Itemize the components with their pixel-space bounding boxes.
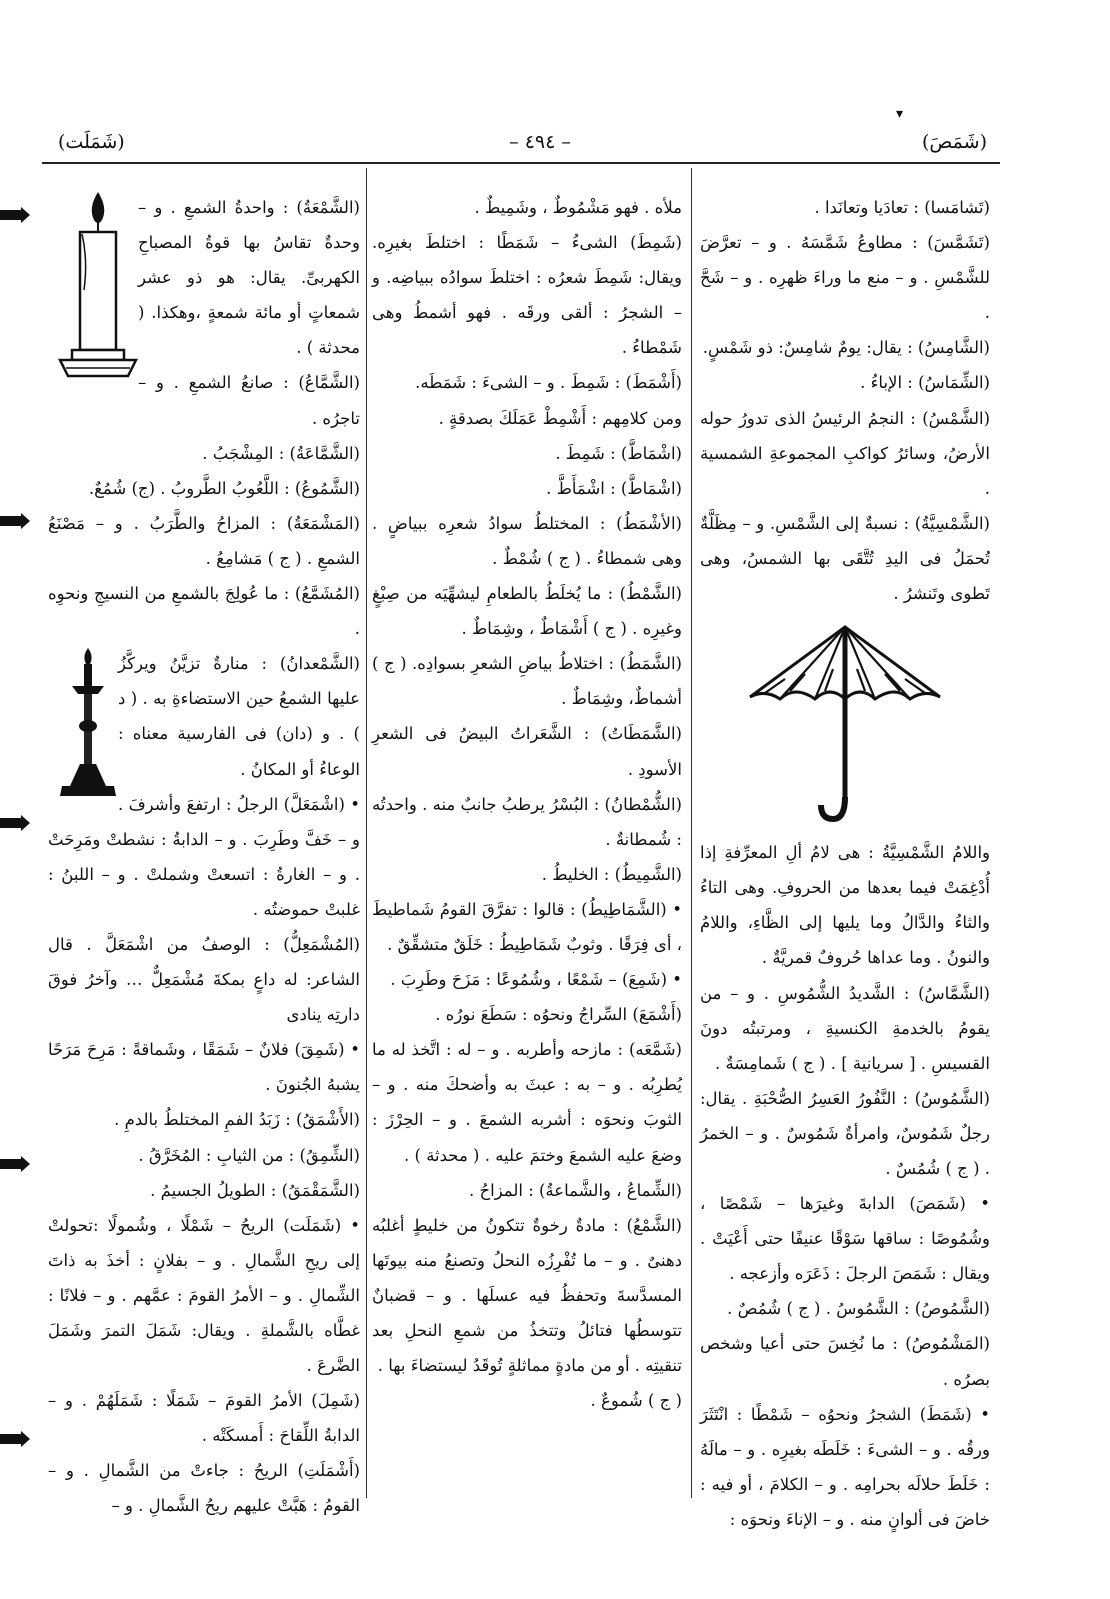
entry: (الأشْمَطُ) : المختلطُ سوادُ شعرِه ببياضٍ . وهى شمطاءُ . ( ج ) شُمْطٌ . <box>372 513 682 568</box>
entry: • (شَمَصَ) الدابةَ وغيرَها – شَمْصًا ، وشُمُوصًا : ساقها سَوْقًا عنيفًا حتى أَعْيَتْ . ويقال : شَمَصَ الرجلَ : ذَعَرَه وأزعجه . <box>700 1194 990 1284</box>
entry: • (شَمَطَ) الشجرُ ونحوُه – شَمْطًا : انْتَثَرَ ورقُه . و – الشىءَ : خَلَطَه بغيرِه . و – مالَهُ : خَلَطَ حلالَه بحرامِه . و – الكلامَ ، أو فيه : خاضَ فى ألوانٍ منه . و – الإناءَ ونحوَه : <box>700 1404 990 1529</box>
margin-arrow-icon <box>0 516 22 526</box>
entry: • (الشَّمَاطِيطُ) : قالوا : تفرَّقَ القومُ شَماطيطَ ، أى فِرَقًا . وثوبٌ شَمَاطِيطُ : خَلَقٌ متشقِّقٌ . <box>372 899 682 954</box>
entry: (شَمِطَ) الشىءُ – شَمَطًا : اختلطَ بغيرِه. ويقال: شَمِطَ شعرُه : اختلطَ سوادُه ببياضِه. و – الشجرُ : ألقى ورقَه . فهو أشمطُ وهى شَمْطاءُ . <box>372 233 682 358</box>
entry: (الشَّمُوعُ) : اللَّعُوبُ الطَّروبُ . (ج) شُمُعٌ. <box>88 478 360 498</box>
entry: (الشِّمَاسُ) : الإباءُ . <box>860 373 990 393</box>
entry: (الشَّمَّاعُ) : صانعُ الشمعِ . و – تاجرُه . <box>138 373 360 428</box>
header-left-word: (شَمَلَت) <box>58 131 125 153</box>
candlestick-illustration <box>58 646 118 806</box>
entry: واللامُ الشَّمْسِيَّةُ : هى لامُ ألِ المعرِّفةِ إذا أُدْغِمَتْ فيما بعدها من الحروفِ. وهى التاءُ والثاءُ والدَّالُ وما يليها إلى الظَّاءِ، واللامُ والنونُ . وما عداها حُروفٌ قمريَّةٌ . <box>700 843 990 968</box>
entry: • (شَمِعَ) – شَمْعًا ، وشُمُوعًا : مَزَحَ وطَرِبَ . <box>390 970 682 990</box>
entry: (الشَّمْطُ) : ما يُخلَطُ بالطعامِ ليشهِّيَه من صِبْغٍ وغيرِه . ( ج ) أَشْمَاطٌ ، وشِمَاطٌ . <box>372 584 682 639</box>
entry: (شَمَّعَه) : مازحه وأطربه . و – له : اتَّخذ له ما يُطرِبُه . و – به : عبثَ به وأضحكَ منه . و – الثوبَ ونحوَه : أشربه الشمعَ . و – الحِرْزَ : وضعَ عليه الشمعَ وختمَ عليه . ( محدثة ) . <box>372 1040 682 1165</box>
column-left <box>48 190 360 1516</box>
header-right-word: (شَمَصَ) <box>921 131 987 153</box>
entry: (الشِّمِقُ) : من الثيابِ : المُخَرَّقُ . <box>138 1145 360 1165</box>
entry: (أَشْمَطَ) : شَمِطَ . و – الشىءَ : شَمَطَه. <box>415 373 682 393</box>
entry: (الشَّمِيطُ) : الخليطُ . <box>541 864 682 884</box>
margin-arrow-icon <box>0 1159 22 1169</box>
entry: ومن كلامِهم : أَشْمِطْ عَمَلَكَ بصدقةٍ . <box>438 408 682 428</box>
margin-arrow-icon <box>0 818 22 828</box>
entry: (المَشْمُوصُ) : ما نُخِسَ حتى أعيا وشخص بصرُه . <box>700 1334 990 1389</box>
page-number: – ٤٩٤ – <box>509 131 571 153</box>
entry: (الشَّمْسِيَّةُ) : نسبةٌ إلى الشَّمْسِ. و – مِظَلَّةٌ تُحمَلُ فى اليدِ تُتَّقَى بها الشمسُ، وهى تَطوى وتَنشرُ . <box>700 513 990 604</box>
entry: ملأه . فهو مَشْمُوطٌ ، وشَمِيطٌ . <box>474 198 682 217</box>
entry: (تَشَمَّسَ) : مطاوعُ شَمَّسَهُ . و – تعرَّضَ للشَّمْسِ . و – منع ما وراءَ ظهرِه . و – شَحَّ . <box>700 233 990 323</box>
entry: (أَشْمَلَتِ) الريحُ : جاءتْ من الشَّمالِ . و – القومُ : هَبَّتْ عليهم ريحُ الشَّمالِ . و – <box>48 1461 360 1516</box>
entry: (الشَّمَقْمَقُ) : الطويلُ الجسيمُ . <box>150 1180 360 1200</box>
entry: (الشِّماعُ ، والشَّماعةُ) : المزاحُ . <box>468 1180 682 1200</box>
entry: (شَمِلَ) الأمرُ القومَ – شَمَلًا : شَمَلَهُمْ . و – الدابةُ اللِّقاحَ : أَمسكَتْه . <box>48 1391 360 1446</box>
entry: • (شَمِقَ) فلانٌ – شَمَقًا ، وشَماقةً : مَرِحَ مَرَحًا يشبهُ الجُنونَ . <box>48 1040 360 1095</box>
entry: (أَشْمَعَ) السِّراجُ ونحوُه : سَطَعَ نورُه . <box>435 1005 682 1025</box>
column-middle <box>372 190 682 1480</box>
entry: (الشُّمْطانُ) : البُسْرُ يرطبُ جانبٌ منه . واحدتُه : شُمطانةٌ . <box>372 794 682 849</box>
entry: (المُشْمَعِلُّ) : الوصفُ من اشْمَعَلَّ . قال الشاعر: له داعٍ بمكةَ مُشْمَعِلٌّ … وآخرُ فوقَ دارتِه ينادى <box>48 934 360 1025</box>
entry: (الشَّمْعُ) : مادةٌ رخوةٌ تتكونُ من خليطٍ أغلبُه دهنىٌ . و – ما تُفْرِزُه النحلُ وتصنعُ منه بيوتَها المسدَّسةَ وتحفظُ فيه عسلَها . و – قضبانٌ تتوسطُها فتائلُ وتتخذُ من شمعِ النحلِ بعد تنقيتِه . أو من مادةٍ مماثلةٍ تُوقَدُ ليستضاءَ بها . <box>372 1215 682 1376</box>
column-right <box>700 190 990 1529</box>
entry: (المَشْمَعَةُ) : المزاحُ والطَّرَبُ . و – مَصْنَعُ الشمعِ . ( ج ) مَشامِعُ . <box>48 513 360 568</box>
entry: • (شَمَلَت) الريحُ – شَمْلًا ، وشُمولًا :تحولتْ إلى ريحِ الشَّمالِ . و – بفلانٍ : أخذَ به ذاتَ الشِّمالِ . و – الأمرُ القومَ : عمَّهم . و – فلانًا : غطَّاه بالشَّملةِ . ويقال: شَمَلَ التمرَ وشَمَلَ الضَّرعَ . <box>48 1215 360 1376</box>
margin-arrow-icon <box>0 210 22 220</box>
entry: (اشْمَاطَّ) : شَمِطَ . <box>555 443 682 463</box>
entry: (الشَّمَطَاتُ) : الشَّعَراتُ البيضُ فى الشعرِ الأسودِ . <box>372 724 682 779</box>
entry: (الشَّامِسُ) : يقال: يومٌ شامِسٌ: ذو شَمْسٍ. <box>702 338 990 358</box>
entry: (الشَّمْعَةُ) : واحدةُ الشمعِ . و – وحدةٌ تقاسُ بها قوةُ المصباحِ الكهربىِّ. يقال: هو ذو عشر شمعاتٍ أو مائة شمعةٍ ،وهكذا. ( محدثة ) . <box>138 198 360 358</box>
entry: (الشَّمَطُ) : اختلاطُ بياضِ الشعرِ بسوادِه. ( ج ) أشماطٌ، وشِمَاطٌ . <box>372 654 682 709</box>
entry: (الشَّمُوصُ) : الشَّمُوسُ . ( ج ) شُمُصٌ . <box>727 1299 990 1319</box>
candle-illustration <box>58 190 138 380</box>
decoration-mark: ▾ <box>896 106 904 122</box>
entry: • (اشْمَعَلَّ) الرجلُ : ارتفعَ وأشرفَ . و – خَفَّ وطَرِبَ . و – الدابةُ : نشطتْ ومَرِحَتْ . و – الغارةُ : اتسعتْ وشملتْ . و – اللبنُ : غلبتْ حموضتُه . <box>48 794 360 919</box>
entry: (الشَّمْسُ) : النجمُ الرئيسُ الذى تدورُ حوله الأرضُ، وسائرُ كواكبِ المجموعةِ الشمسية . <box>700 408 990 498</box>
entry: ( ج ) شُموعٌ . <box>590 1391 682 1411</box>
umbrella-illustration <box>745 619 945 829</box>
entry: (الشَّمُوسُ) : النَّفُورُ العَسِرُ الصُّحْبَةِ . يقال: رجلٌ شَمُوسٌ، وامرأةٌ شَمُوسٌ . و – الخمرُ . ( ج ) شُمُسٌ . <box>700 1088 990 1178</box>
header-rule <box>42 162 1000 164</box>
entry: (المُشَمَّعُ) : ما عُولِجَ بالشمعِ من النسيجِ ونحوِه . <box>48 584 360 639</box>
column-divider <box>366 168 367 1498</box>
entry: (الأَشْمَقُ) : زَبَدُ الفمِ المختلطُ بالدمِ . <box>114 1110 360 1130</box>
entry: (الشَّمْعدانُ) : منارةٌ تزيَّنُ ويركَّزُ عليها الشمعُ حين الاستضاءةِ به . ( د ) . و (دان) فى الفارسية معناه : الوعاءُ أو المكانُ . <box>118 654 360 779</box>
entry: (اشْمَاطَّ) : اشْمَأَطَّ . <box>546 478 682 498</box>
entry: (الشَّمَّاعَةُ) : المِشْجَبُ . <box>202 443 360 463</box>
entry: (الشَّمَّاسُ) : الشَّديدُ الشُّمُوسِ . و – من يقومُ بالخدمةِ الكنسيةِ ، ومرتبتُه دونَ القسيسِ . [ سريانية ] . ( ج ) شَمامِسَةٌ . <box>700 983 990 1073</box>
margin-arrow-icon <box>0 1434 22 1444</box>
column-divider <box>691 168 692 1498</box>
entry: (تَشامَسا) : تعادَيا وتعانَدا . <box>814 198 990 217</box>
